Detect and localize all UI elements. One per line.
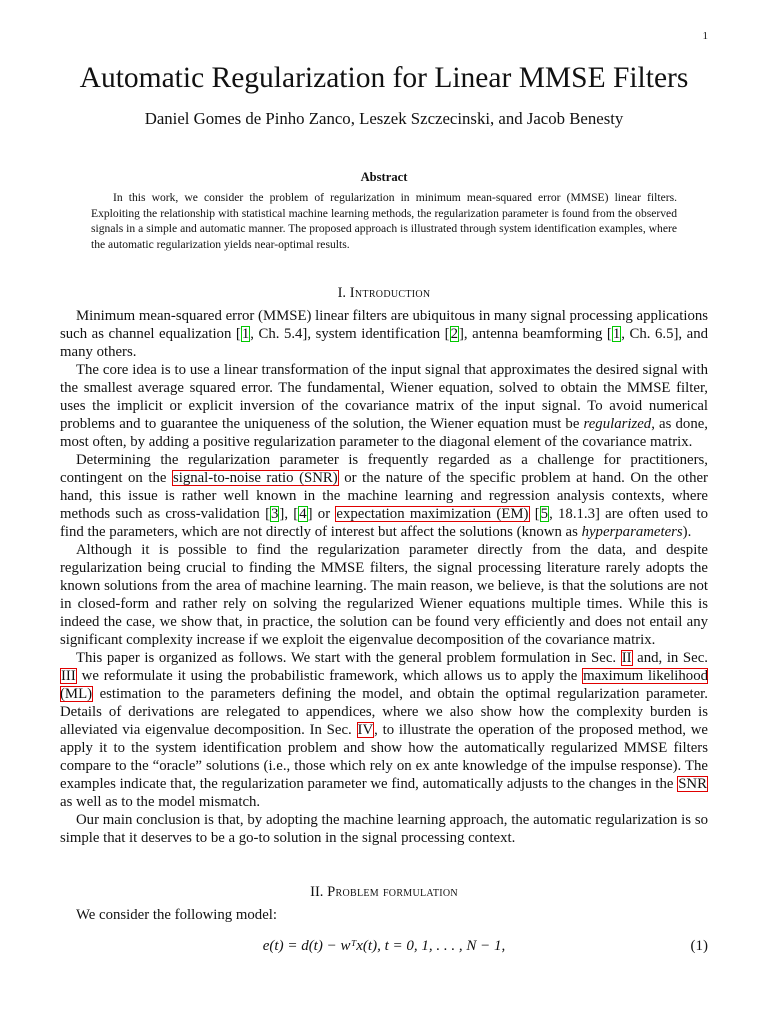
- abstract-text: In this work, we consider the problem of regularization in minimum mean-squared error (MMSE) linear filters. Exploiting the relationship with statistical machine learning methods, the regularization parameter is found from the observed signals in a simple and automatic manner. The proposed approach is illustrated through system identification examples, where the automatic regularization yields near-optimal results.: [91, 191, 677, 251]
- citation-link[interactable]: 1: [612, 326, 621, 342]
- acronym-link-snr[interactable]: SNR: [678, 776, 707, 792]
- section-ref-link[interactable]: II: [621, 650, 632, 666]
- text: The core idea is to use a linear transformation of the input signal that approximates the desired signal with the smallest average squared error. The fundamental, Wiener equation, solved to obtain the MMSE filter, uses the implicit or explicit inversion of the covariance matrix of the input signal. To avoid numerical problems and to guarantee the uniqueness of the solution, the Wiener equation must be: [60, 362, 708, 432]
- text: , Ch. 6.5], and many others.: [60, 326, 708, 360]
- text: , Ch. 5.4], system identification [: [250, 326, 450, 342]
- citation-link[interactable]: 5: [540, 506, 549, 522]
- section-title: Introduction: [349, 285, 431, 301]
- section-number: II.: [310, 884, 324, 900]
- paragraph: [60, 361, 708, 451]
- text: [: [529, 506, 540, 522]
- paragraph: [60, 307, 708, 361]
- text: as well as to the model mismatch.: [60, 794, 261, 810]
- emphasis-text: hyperparameters: [581, 524, 683, 540]
- acronym-link-ml[interactable]: maximum likelihood (ML): [60, 668, 708, 702]
- text: ] or: [307, 506, 336, 522]
- text: ], antenna beamforming [: [458, 326, 612, 342]
- text: , as done, most often, by adding a positive regularization parameter to the diagonal element of the covariance matrix.: [60, 416, 708, 450]
- text: Determining the regularization parameter is frequently regarded as a challenge for practitioners, contingent on the: [60, 452, 708, 486]
- text: Minimum mean-squared error (MMSE) linear filters are ubiquitous in many signal processing applications such as channel equalization [: [60, 308, 709, 342]
- section-ref-link[interactable]: III: [61, 668, 76, 684]
- text: we reformulate it using the probabilistic framework, which allows us to apply the: [76, 668, 583, 684]
- emphasis-text: regularized: [583, 416, 652, 432]
- equation-number: (1): [690, 938, 708, 954]
- introduction-body: [60, 307, 708, 847]
- text: This paper is organized as follows. We start with the general problem formulation in Sec.: [76, 650, 621, 666]
- text: , to illustrate the operation of the proposed method, we apply it to the system identification problem and show how the automatically regularized MMSE filters compare to the “oracle” solutions (i.e., those which rely on ex ante knowledge of the impulse response). The examples indicate that, the regularization parameter we find, automatically adjusts to the changes in the: [60, 722, 708, 792]
- citation-link[interactable]: 3: [271, 506, 279, 522]
- problem-formulation-body: [60, 906, 708, 924]
- paragraph: We consider the following model:: [76, 907, 277, 923]
- paragraph: [60, 451, 708, 541]
- citation-link[interactable]: 4: [299, 506, 307, 522]
- citation-link[interactable]: 1: [241, 326, 250, 342]
- acronym-link-snr[interactable]: signal-to-noise ratio (SNR): [172, 470, 338, 486]
- paragraph: Our main conclusion is that, by adopting the machine learning approach, the automatic regularization is so simple that it deserves to be a go-to solution in the signal processing context.: [60, 812, 708, 846]
- text: or the nature of the specific problem at hand. On the other hand, this issue is rather well known in the machine learning and regression analysis contexts, where methods such as cross-validation [: [60, 470, 708, 522]
- paper-authors: Daniel Gomes de Pinho Zanco, Leszek Szczecinski, and Jacob Benesty: [144, 109, 624, 128]
- text: estimation to the parameters defining the model, and obtain the optimal regularization parameter. Details of derivations are relegated to appendices, where we also show how the complexity burden is alleviated via eigenvalue decomposition. In Sec.: [60, 686, 708, 738]
- text: , 18.1.3] are often used to find the parameters, which are not directly of interest but affect the solutions (known as: [60, 506, 709, 540]
- acronym-link-em[interactable]: expectation maximization (EM): [336, 506, 529, 522]
- section-title: Problem formulation: [327, 884, 458, 900]
- text: ).: [682, 524, 692, 540]
- text: and, in Sec.: [632, 650, 708, 666]
- abstract-heading: Abstract: [360, 170, 408, 184]
- page-number: 1: [702, 30, 708, 42]
- section-ref-link[interactable]: IV: [357, 722, 374, 738]
- section-heading-problem-formulation: [0, 883, 768, 901]
- section-number: I.: [337, 285, 347, 301]
- equation-content: e(t) = d(t) − wᵀx(t), t = 0, 1, . . . , N − 1,: [262, 938, 506, 954]
- equation-1: [60, 935, 708, 957]
- paragraph: [60, 649, 708, 811]
- paper-title: Automatic Regularization for Linear MMSE Filters: [79, 62, 689, 94]
- citation-link[interactable]: 2: [450, 326, 458, 342]
- section-heading-introduction: [0, 284, 768, 302]
- text: ], [: [279, 506, 299, 522]
- paragraph: Although it is possible to find the regularization parameter directly from the data, and despite regularization being crucial to finding the MMSE filters, the signal processing literature rarely adopts the known solutions from the area of machine learning. The main reason, we believe, is that the solutions are not in closed-form and rather rely on solving the regularized Wiener equations multiple times. While this is indeed the case, we show that, in practice, the solution can be found very efficiently and does not entail any significant complexity increase if we exploit the eigenvalue decomposition of the covariance matrix.: [60, 542, 708, 648]
